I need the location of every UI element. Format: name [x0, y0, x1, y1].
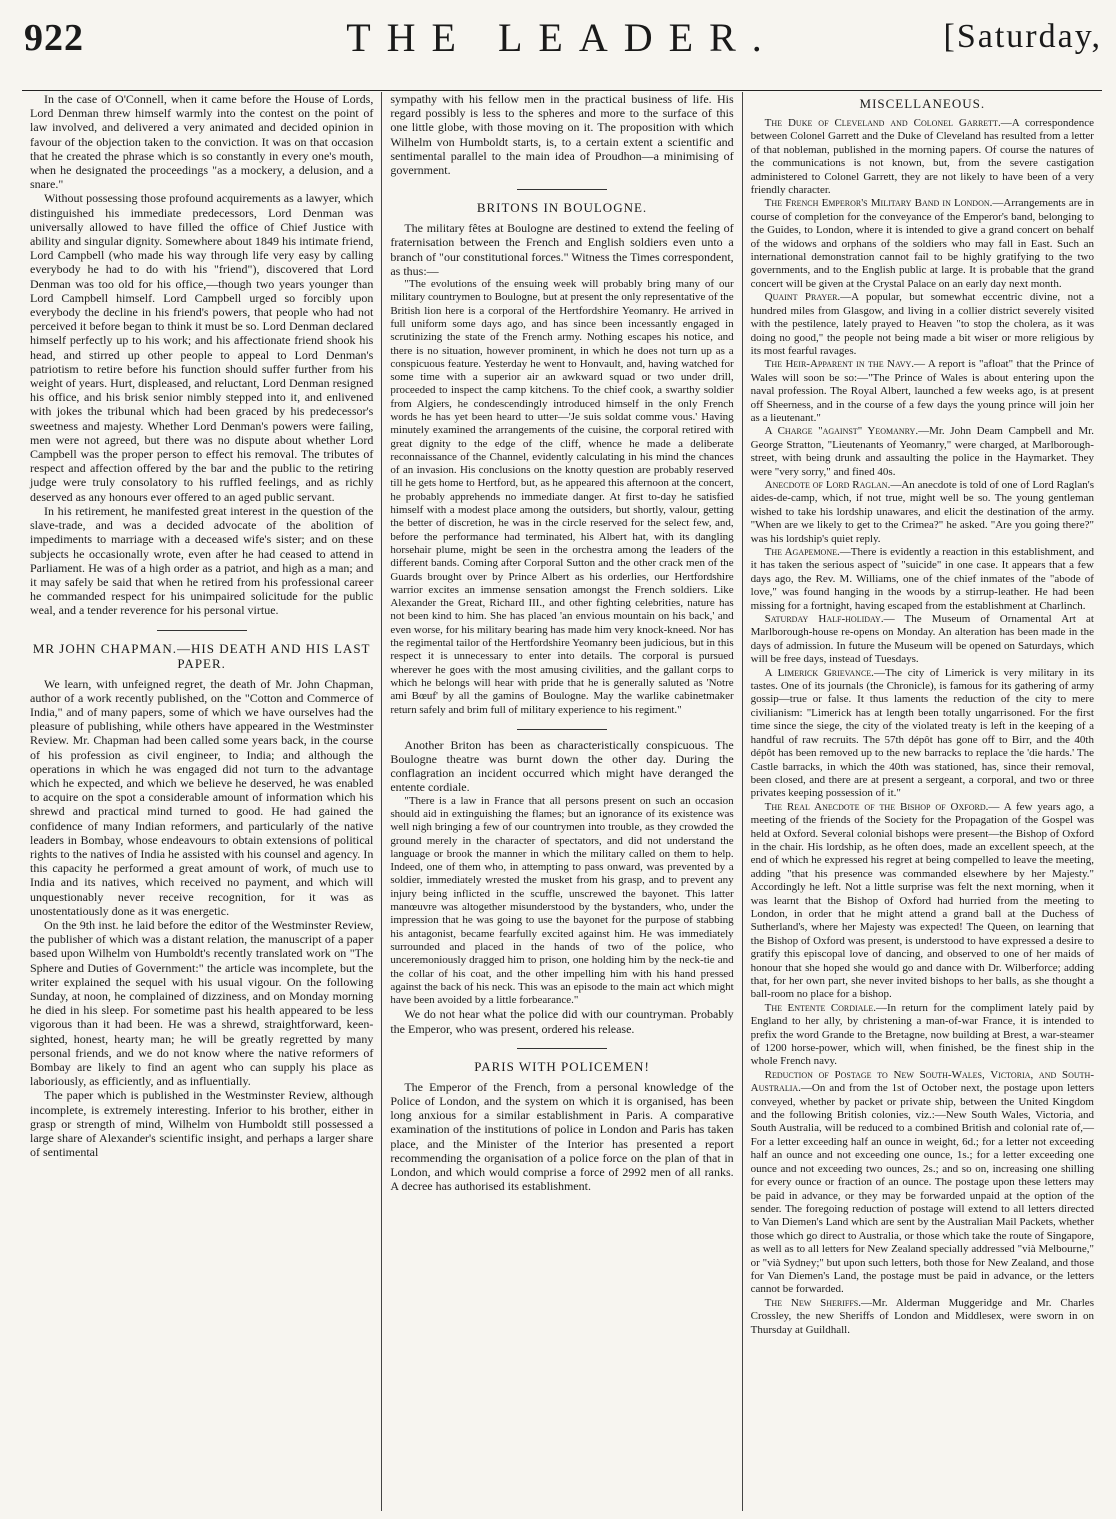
quotation: "The evolutions of the ensuing week will probably bring many of our military countrymen to Boulogne, but at present the only representative of the British lion here is a corporal of the Hertfordshire Yeomanry. He arrived in full uniform some days ago, and has since been incessantly engaged in scrutinizing the state of the French army. Nothing escapes his notice, and there is no situation, however prominent, in which he does not turn up as a conspicuous feature. Yesterday he went to Honvault, and, having watched for some time with a superior air an awkward squad or two under drill, proceeded to inspect the camp kitchens. To the chief cook, a swarthy soldier from Algiers, he condescendingly introduced himself in the only French words he has yet been heard to utter—'Je suis soldat comme vous.' Having minutely examined the arrangements of the cuisine, the corporal retired with great dignity to the edge of the cliff, whence he made a deliberate reconnaissance of the Channel, evidently calculating in his mind the chances of an invasion. His conclusions on the knotty question are probably reserved till he gets home to Hertford, but, as he appeared this afternoon at the concert, he probably apprehends no immediate danger. At first to-day he satisfied himself with a modest place among the outsiders, but shortly, valour, getting the better of discretion, he was in the circle reserved for the select few, and, before the performance had terminated, his Albert hat, with its dangling horsehair plume, might be seen in the orchestra among the leaders of the different bands. Coming after Corporal Sutton and the other crack men of the Guards brought over by Prince Albert as his orderlies, our Hertfordshire warrior excites an immense sensation amongst the French soldiers. Like Alexander the Great, Richard III., and other fighting celebrities, nature has not been kind to him. She has placed 'an envious mountain on his back,' and even worse, for his military bearing has made him very knock-kneed. Nor has the regimental tailor of the Hertfordshire Yeomanry been judicious, but in this respect it is unnecessary to enter into details. The corporal is pursued wherever he goes with the most amusing civilities, and the gallant corps to which he belongs will hear with pride that he is generally saluted as 'Notre ami Bœuf' by all the gamins of Boulogne. May the warlike cabinetmaker return safely and brim full of military experience to his regiment.": [390, 278, 734, 716]
masthead: [22, 6, 1102, 91]
article-heading-boulogne: BRITONS IN BOULOGNE.: [476, 200, 648, 216]
misc-item-text: —There is evidently a reaction in this establishment, and it has taken the serious aspect of "suicide" in one case. It appears that a few days ago, the Rev. M. Williams, one of the chief inmates of the "abode of love," was found hanging in the woods by a stirrup-leather. He had been missing for a fortnight, having escaped from the establishment at Charlinch.: [750, 546, 1094, 612]
misc-item-text: —In return for the compliment lately paid by England to her ally, by christening a man-of-war France, it is intended to prefix the word Grande to the Bretagne, now building at Brest, a war-steamer of 1200 horse-power, which will, when finished, be the finest ship in the whole French navy.: [750, 1001, 1094, 1068]
paragraph: In the case of O'Connell, when it came before the House of Lords, Lord Denman threw himself warmly into the contest on the point of law involved, and delivered a very animated and decided opinion in favour of the objection taken to the conviction. It was on that occasion that he created the phrase which is so constantly in every one's mouth, when he designated the proceedings "as a mockery, a delusion, and a snare.": [30, 92, 374, 192]
misc-item-text: —A popular, but somewhat eccentric divine, not a hundred miles from Glasgow, and living in a collier district severely visited with the pestilence, lately prayed to Heaven "to stop the cholera, as it was doing no good," the people not being made a bit wiser or more religious by its most fearful ravages.: [750, 291, 1094, 357]
misc-item-text: —A correspondence between Colonel Garrett and the Duke of Cleveland has resulted from a letter of that nobleman, published in the morning papers. Of course the natures of the communications is not known, but, from the severe castigation administered to Colonel Garrett, they are not likely to have been of a very friendly character.: [750, 117, 1094, 197]
column-3: [742, 92, 1102, 1511]
misc-item: [751, 425, 1094, 479]
misc-item: [751, 1297, 1094, 1337]
paragraph: We do not hear what the police did with our countryman. Probably the Emperor, who was present, ordered his release.: [390, 1007, 734, 1036]
misc-item: [751, 479, 1094, 546]
misc-item-lead: A Charge "against" Yeomanry.: [764, 425, 919, 438]
paragraph: The Emperor of the French, from a personal knowledge of the Police of London, and the system on which it is organised, has been long anxious for a similar establishment in Paris. A comparative examination of the institutions of police in London and Paris has taken place, and the Minister of the Interior has presented a report recommending the organisation of a police force on the plan of that in London, and which would comprise a force of 2992 men of all ranks. A decree has authorised its establishment.: [390, 1079, 734, 1194]
misc-item: [751, 667, 1094, 801]
misc-item: [751, 117, 1094, 197]
misc-item-text: —An anecdote is told of one of Lord Raglan's aides-de-camp, which, if not true, might well be so. The young gentleman wished to take his lordship unawares, and elicit the destination of the army. "When are we likely to get to the Crimea?" he asked. "Are you going there?" was his lordship's quiet reply.: [750, 478, 1094, 545]
paragraph: The military fêtes at Boulogne are destined to extend the feeling of fraternisation between the French and English soldiers even unto a branch of "our constitutional forces." Witness the Times correspondent, as thus:—: [390, 221, 734, 278]
misc-item-lead: Reduction of Postage to New South-Wales, Victoria, and South-Australia.: [750, 1068, 1094, 1095]
misc-item-text: —Mr. John Deam Campbell and Mr. George Stratton, "Lieutenants of Yeomanry," were charged, at Marlborough-street, with being drunk and assaulting the police in the Haymarket. They were "very sorry," and fined 40s.: [750, 425, 1094, 478]
misc-item-lead: The Real Anecdote of the Bishop of Oxford.: [764, 800, 989, 813]
misc-item-lead: The French Emperor's Military Band in London.: [764, 197, 993, 210]
issue-day: [Saturday,: [943, 18, 1102, 55]
article-heading-paris: PARIS WITH POLICEMEN!: [474, 1058, 650, 1074]
misc-item: [751, 291, 1094, 358]
paragraph: We learn, with unfeigned regret, the death of Mr. John Chapman, author of a work recently published, on the "Cotton and Commerce of India," and of many papers, some of which we have ourselves had the pleasure of publishing, while others have appeared in the Westminster Review. Mr. Chapman had been called some years back, in the course of his profession as civil engineer, to India; and although the operations in which he was engaged did not turn to the advantage which he expected, and which we believe he deserved, he was enabled to acquire on the spot a considerable amount of information which his shrewd and practical mind turned to good. He had gained the confidence of many Indian reformers, and particularly of the native leaders in Bombay, whose endeavours to obtain extensions of political rights to the natives of India he assisted with his counsel and agency. In this capacity he performed a great amount of work, of much use to India and its natives, which received no payment, and which will unquestionably never receive recognition, for it was as unostentatiously done as it was energetic.: [30, 676, 374, 918]
misc-item: [751, 358, 1094, 425]
paragraph: Another Briton has been as characteristically conspicuous. The Boulogne theatre was burnt down the other day. During the conflagration an incident occurred which might have deranged the entente cordiale.: [390, 737, 734, 795]
column-2: [381, 92, 741, 1511]
misc-item: [751, 1002, 1094, 1069]
misc-item-text: —Arrangements are in course of completion for the conveyance of the Emperor's band, belonging to the Guides, to London, where it is intended to give a grand concert on behalf of the widows and orphans of the soldiers who may fall in East. Such an international demonstration cannot fail to be highly gratifying to the two governments, and to the English public at large. It is probable that the grand concert will be given at the Crystal Palace on an early day next month.: [750, 197, 1094, 290]
misc-item-lead: Quaint Prayer.: [764, 291, 841, 304]
article-heading-miscellaneous: MISCELLANEOUS.: [859, 96, 986, 111]
misc-item-lead: The Duke of Cleveland and Colonel Garrett.: [764, 117, 1001, 129]
page-number: 922: [24, 17, 84, 59]
paragraph: In his retirement, he manifested great interest in the question of the slave-trade, and was a decided advocate of the abolition of impediments to marriage with a deceased wife's sister; and on these subjects he occasionally wrote, even after he had ceased to attend in Parliament. He was of a high order as a patriot, and high as a man; and it may safely be said that when he retired from his professional career he commanded respect for his unimpaired solicitude for the public weal, and a tender reverence for his personal virtue.: [30, 503, 374, 618]
column-1: [22, 92, 381, 1511]
misc-item-lead: The New Sheriffs.: [764, 1296, 861, 1309]
divider: [157, 630, 247, 631]
misc-item: [751, 801, 1094, 1002]
divider: [517, 729, 607, 730]
article-heading-chapman: MR JOHN CHAPMAN.—HIS DEATH AND HIS LAST PAPER.: [32, 640, 371, 671]
paper-title: THE LEADER.: [346, 15, 778, 60]
misc-item: [751, 197, 1094, 291]
paragraph: Without possessing those profound acquirements as a lawyer, which distinguished his immediate predecessors, Lord Denman was universally allowed to have filled the office of Chief Justice with ability and singular dignity. Somewhere about 1849 his intimate friend, Lord Campbell (who made his way through life very easy by calling everybody he had to do with his "friend"), discovered that Lord Denman was too old for his office,—though two years younger than Lord Campbell himself. Lord Campbell urged so forcibly upon everybody the decline in his friend's powers, that people who had not perceived it before began to think it must be so. Lord Denman declared himself perfectly up to his work; and his affectionate friend shook his head, and stirred up other people to appeal to Lord Denman's patriotism to retire before his function should suffer further from his weight of years. Hurt, displeased, and reluctant, Lord Denman resigned his office, and his brisk senior nimbly stepped into it, and enlivened with jokes the tribunal which had been graced by his predecessor's sweetness and majesty. Whether Lord Denman's powers were failing, men were not agreed, but there was no dispute about whether Lord Campbell was the proper person to effect his removal. The tributes of respect and affection offered by the bar and the public to the retiring judge were truly consolatory to his ruffled feelings, and as richly deserved as any honours ever offered to an aged public servant.: [30, 191, 374, 504]
misc-item-lead: The Heir-Apparent in the Navy.: [764, 358, 915, 371]
misc-item-text: — The Museum of Ornamental Art at Marlborough-house re-opens on Monday. An alteration has been made in the days of admission. In future the Museum will be opened on Saturdays, which will be free days, instead of Tuesdays.: [750, 613, 1094, 666]
misc-item-text: — A few years ago, a meeting of the friends of the Society for the Propagation of the Gospel was held at Oxford. Several colonial bishops were present—the Bishop of Oxford in the chair. His lordship, as he often does, made an excellent speech, at the end of which he expressed his regret at being compelled to leave the meeting, adding "that his presence was commanded elsewhere by her Majesty." Accordingly he left. Not a little surprise was felt the next morning, when it was learnt that the Bishop of Oxford had hurried from the meeting to London, in order that he might attend a grand ball at the Duchess of Sutherland's, where her Majesty was expected! The Queen, on learning that the Bishop of Oxford was present, is understood to have expressed a desire to gratify this episcopal love of dancing, and observed to one of her maids of honour that she hoped she would go and dance with Dr. Wilberforce; adding that, for her own part, she never invited bishops to her balls, as she thought a ball-room no place for a bishop.: [750, 800, 1094, 1001]
misc-item: [751, 613, 1094, 667]
misc-item-lead: The Entente Cordiale.: [764, 1001, 877, 1014]
misc-item-text: —On and from the 1st of October next, the postage upon letters conveyed, whether by packet or private ship, between the United Kingdom and the following British colonies, viz.:—New South Wales, Victoria, and South Australia, will be reduced to a combined British and colonial rate of,—For a letter exceeding half an ounce in weight, 6d.; for a letter not exceeding half an ounce and not exceeding one ounce, 1s.; for a letter exceeding one ounce and not exceeding two ounces, 2s.; and so on, increasing one shilling for every ounce or fraction of an ounce. The postage upon these letters may be paid in advance, or they may be forwarded unpaid at the option of the sender. The foregoing reduction of postage will extend to all letters directed to Van Diemen's Land which are sent by the Australian Mail Packets, whether those which go direct to Australia, or those which take the route of Singapore, as well as to all letters for New Zealand specially addressed "vià Melbourne," or "vià Sydney;" but upon such letters, both those for New Zealand, and those for Van Diemen's Land, the postage must be paid in advance, or the letters cannot be forwarded.: [750, 1082, 1094, 1296]
misc-item-lead: The Agapemone.: [764, 546, 840, 558]
paragraph: sympathy with his fellow men in the practical business of life. His regard possibly is less to the spheres and more to the surface of this one little globe, with those moving on it. The proposition with which Wilhelm von Humboldt starts, is, to a certain extent a scientific and sentimental parallel to the main idea of Proudhon—a minimising of government.: [390, 92, 734, 178]
article-columns: [22, 92, 1102, 1511]
paragraph: The paper which is published in the Westminster Review, although incomplete, is extremely interesting. Inferior to his brother, either in grasp or strength of mind, Wilhelm von Humboldt still possessed a large share of Alexander's scientific insight, and perhaps a larger share of sentimental: [30, 1088, 374, 1160]
misc-item: [751, 546, 1094, 613]
quotation: "There is a law in France that all persons present on such an occasion should aid in extinguishing the flames; but an ignorance of its existence was well nigh bringing a few of our countrymen into trouble, as they crowded the ground merely in the character of spectators, and did not understand the language or brook the manner in which the military called on them to help. Indeed, one of them who, in attempting to pass onward, was prevented by a soldier, immediately wrested the musket from his grasp, and to prevent any injury being inflicted in the scuffle, unscrewed the bayonet. This latter manœuvre was altogether misunderstood by the bystanders, who, under the impression that he was going to use the bayonet for the purpose of stabbing his antagonist, became fearfully excited against him. He was immediately surrounded and placed in the hands of two of the police, who unceremoniously dragged him to prison, one holding him by the neck-tie and the collar of his coat, and the other impelling him with his hand pressed against the back of his neck. This was an episode to the main act which might have been avoided by a little forbearance.": [390, 794, 734, 1007]
misc-item-text: —The city of Limerick is very military in its tastes. One of its journals (the Chronicle), is famous for its gathering of army gossip—true or false. It thus laments the reduction of the city to mere civilianism: "Limerick has at length been totally ungarrisoned. For the first time since the siege, the city of the violated treaty is left in the keeping of a handful of raw recruits. The 57th dépôt has gone off to Birr, and the 40th dépôt has been removed up to the new barracks to replace the 'die hards.' The Castle barracks, in which the 40th was stationed, has, since their removal, been closed, and there are at present a sergeant, a corporal, and two or three privates keeping possession of it.": [750, 666, 1094, 800]
paragraph: On the 9th inst. he laid before the editor of the Westminster Review, the publisher of which was a distant relation, the manuscript of a paper based upon Wilhelm von Humboldt's recently translated work on "The Sphere and Duties of Government:" the article was incomplete, but the writer explained the sequel with his usual vigour. On the following Sunday, at noon, he complained of dizziness, and on Monday morning he died in his sleep. For sometime past his health appeared to be less vigorous than it had been. He was a shrewd, straightforward, keen-sighted, honest, hearty man; he will be greatly regretted by many personal friends, and we do not know where the native reformers of Bombay are likely to find an agent who can supply his place as laboriously, as efficiently, and as influentially.: [30, 917, 374, 1089]
divider: [517, 1048, 607, 1049]
misc-item-text: — A report is "afloat" that the Prince of Wales will soon be so:—"The Prince of Wales is about entering upon the naval profession. The Royal Albert, launched a few weeks ago, is at present off Sheerness, and in the course of a few days the young prince will join her as a lieutenant.": [750, 358, 1094, 424]
divider: [517, 189, 607, 190]
miscellaneous-list: [751, 117, 1094, 1337]
misc-item-text: —Mr. Alderman Muggeridge and Mr. Charles Crossley, the new Sheriffs of London and Middlesex, were sworn in on Thursday at Guildhall.: [750, 1296, 1094, 1336]
misc-item: [751, 1069, 1094, 1297]
misc-item-lead: A Limerick Grievance.: [764, 666, 874, 679]
misc-item-lead: Saturday Half-holiday.: [764, 613, 884, 626]
misc-item-lead: Anecdote of Lord Raglan.: [764, 478, 891, 491]
